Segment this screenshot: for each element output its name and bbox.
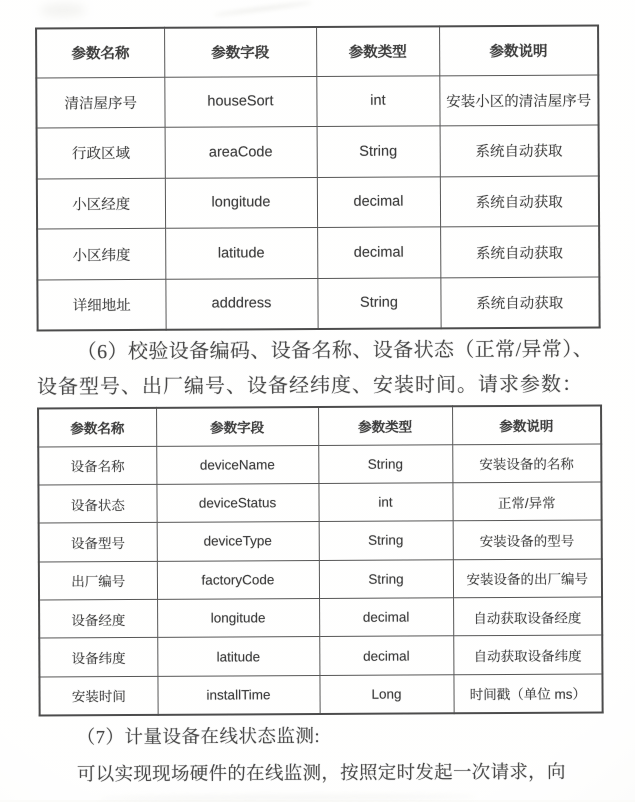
paragraph-item7-heading: （7）计量设备在线状态监测:: [76, 726, 321, 749]
param-name-cell: 设备型号: [39, 523, 157, 562]
param-field-cell: areaCode: [165, 127, 317, 178]
param-desc-cell: 系统自动获取: [440, 125, 599, 176]
param-field-cell: deviceType: [157, 522, 319, 561]
param-name-cell: 详细地址: [37, 279, 165, 330]
param-type-cell: String: [318, 444, 452, 483]
table-row: [36, 75, 598, 129]
param-name-cell: 行政区域: [37, 127, 165, 178]
request-params-table-device: [37, 405, 604, 717]
param-name-cell: 设备经度: [39, 599, 157, 638]
table-row: [39, 674, 602, 715]
param-field-cell: installTime: [157, 675, 319, 714]
column-header-param-desc: 参数说明: [439, 26, 598, 76]
table-row: [37, 176, 599, 230]
param-field-cell: deviceStatus: [156, 483, 318, 522]
param-field-cell: latitude: [157, 637, 319, 676]
table-row: [39, 520, 602, 561]
table-row: [39, 559, 602, 600]
param-name-cell: 清洁屋序号: [36, 77, 164, 128]
param-type-cell: decimal: [319, 636, 453, 675]
column-header-param-desc: 参数说明: [452, 406, 601, 445]
param-type-cell: String: [317, 126, 440, 177]
column-header-param-field: 参数字段: [164, 27, 316, 77]
param-field-cell: adddress: [165, 278, 317, 329]
param-type-cell: decimal: [317, 177, 440, 228]
column-header-param-name: 参数名称: [38, 408, 156, 447]
param-type-cell: decimal: [319, 598, 453, 637]
param-desc-cell: 自动获取设备经度: [453, 597, 602, 636]
paragraph-item6-line2: 设备型号、出厂编号、设备经纬度、安装时间。请求参数：: [36, 373, 583, 399]
column-header-param-name: 参数名称: [36, 28, 164, 78]
table-row: [39, 635, 602, 676]
param-desc-cell: 系统自动获取: [440, 176, 599, 227]
param-name-cell: 设备状态: [38, 484, 156, 523]
param-desc-cell: 安装设备的出厂编号: [453, 559, 602, 598]
param-name-cell: 设备纬度: [39, 638, 157, 677]
param-field-cell: longitude: [157, 599, 319, 638]
param-field-cell: deviceName: [156, 445, 318, 484]
request-params-table-house: [35, 25, 601, 332]
table-header-row: [38, 406, 601, 447]
param-name-cell: 小区纬度: [37, 229, 165, 280]
column-header-param-field: 参数字段: [156, 407, 318, 446]
param-type-cell: String: [317, 278, 440, 329]
param-desc-cell: 系统自动获取: [440, 226, 599, 277]
photo-artifact-smudge: [213, 1, 313, 17]
column-header-param-type: 参数类型: [316, 26, 439, 76]
param-desc-cell: 安装设备的型号: [453, 520, 602, 559]
table-row: [37, 125, 599, 179]
param-desc-cell: 系统自动获取: [440, 277, 599, 328]
param-type-cell: int: [316, 75, 439, 126]
param-name-cell: 安装时间: [39, 676, 157, 715]
table-header-row: [36, 26, 598, 78]
table-row: [38, 444, 601, 485]
param-desc-cell: 时间戳（单位 ms）: [453, 674, 602, 713]
table-row: [37, 277, 599, 331]
param-field-cell: longitude: [165, 177, 317, 228]
param-name-cell: 设备名称: [38, 446, 156, 485]
param-desc-cell: 安装小区的清洁屋序号: [439, 75, 598, 126]
param-desc-cell: 自动获取设备纬度: [453, 635, 602, 674]
param-field-cell: latitude: [165, 228, 317, 279]
param-name-cell: 出厂编号: [39, 561, 157, 600]
table-row: [38, 482, 601, 523]
table-row: [39, 597, 602, 638]
param-field-cell: houseSort: [164, 76, 316, 127]
param-desc-cell: 正常/异常: [452, 482, 601, 521]
table-row: [37, 226, 599, 280]
paragraph-item6-line1: （6）校验设备编码、设备名称、设备状态（正常/异常）、: [76, 338, 594, 364]
photo-artifact-cutoff-line: [97, 794, 477, 801]
param-field-cell: factoryCode: [157, 560, 319, 599]
paragraph-item7-body: 可以实现现场硬件的在线监测，按照定时发起一次请求，向: [76, 762, 566, 786]
photo-artifact-smudge: [40, 4, 86, 16]
param-type-cell: int: [318, 483, 452, 522]
param-name-cell: 小区经度: [37, 178, 165, 229]
param-desc-cell: 安装设备的名称: [452, 444, 601, 483]
column-header-param-type: 参数类型: [318, 406, 452, 445]
param-type-cell: decimal: [317, 227, 440, 278]
param-type-cell: Long: [319, 675, 453, 714]
param-type-cell: String: [319, 521, 453, 560]
param-type-cell: String: [319, 559, 453, 598]
